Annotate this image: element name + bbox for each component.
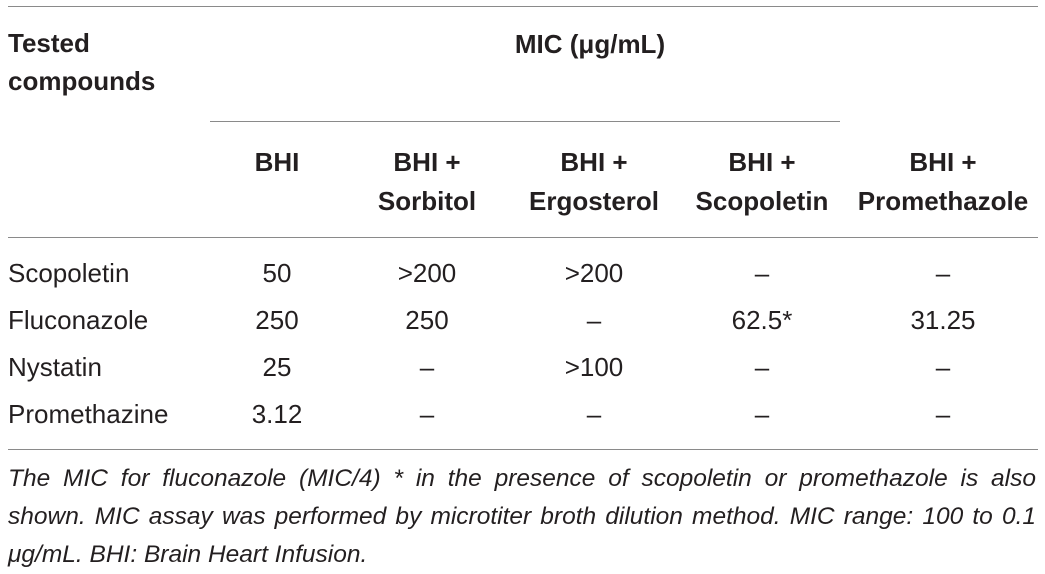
table-cell: – — [754, 258, 770, 288]
row-label: Nystatin — [8, 352, 102, 382]
table-cell: – — [419, 352, 435, 382]
table-cell: – — [754, 352, 770, 382]
table-cell: – — [586, 399, 602, 429]
column-header-bhi: BHI — [254, 147, 300, 177]
table-cell: – — [935, 258, 951, 288]
column-header-bhi-promethazole: BHI + Promethazole — [857, 147, 1029, 216]
row-label: Scopoletin — [8, 258, 130, 288]
stub-header — [8, 24, 155, 100]
top-rule — [8, 6, 1038, 7]
body-bottom-rule — [8, 449, 1038, 450]
table-cell: – — [935, 352, 951, 382]
table-cell: – — [586, 305, 602, 335]
table-cell: >200 — [564, 258, 624, 288]
stub-header-line-2: compounds — [8, 66, 156, 96]
column-header-bhi-scopoletin: BHI + Scopoletin — [695, 147, 829, 216]
table-cell: 50 — [262, 258, 292, 288]
table-cell: 250 — [405, 305, 449, 335]
table-cell: – — [419, 399, 435, 429]
column-header-bhi-sorbitol: BHI + Sorbitol — [377, 147, 477, 216]
table-cell: – — [754, 399, 770, 429]
table-cell: 31.25 — [910, 305, 976, 335]
column-header-bhi-ergosterol: BHI + Ergosterol — [528, 147, 660, 216]
table-cell: 250 — [255, 305, 299, 335]
spanner-header: MIC (μg/mL) — [514, 29, 666, 59]
table-cell: >100 — [564, 352, 624, 382]
table-cell: – — [935, 399, 951, 429]
stub-header-line-1: Tested — [8, 28, 90, 58]
spanner-rule — [210, 121, 840, 122]
table-cell: 3.12 — [251, 399, 303, 429]
row-label: Fluconazole — [8, 305, 149, 335]
table-cell: 25 — [262, 352, 292, 382]
header-bottom-rule — [8, 237, 1038, 238]
table-footnote: The MIC for fluconazole (MIC/4) * in the presence of scopoletin or promethazole is also shown. MIC assay was performed by microtiter broth dilution method. MIC range: 100 to 0.1 μg/mL. BHI: Brain Heart Infusion. — [8, 465, 1036, 568]
table-cell: 62.5* — [731, 305, 793, 335]
row-label: Promethazine — [8, 399, 169, 429]
table-cell: >200 — [397, 258, 457, 288]
